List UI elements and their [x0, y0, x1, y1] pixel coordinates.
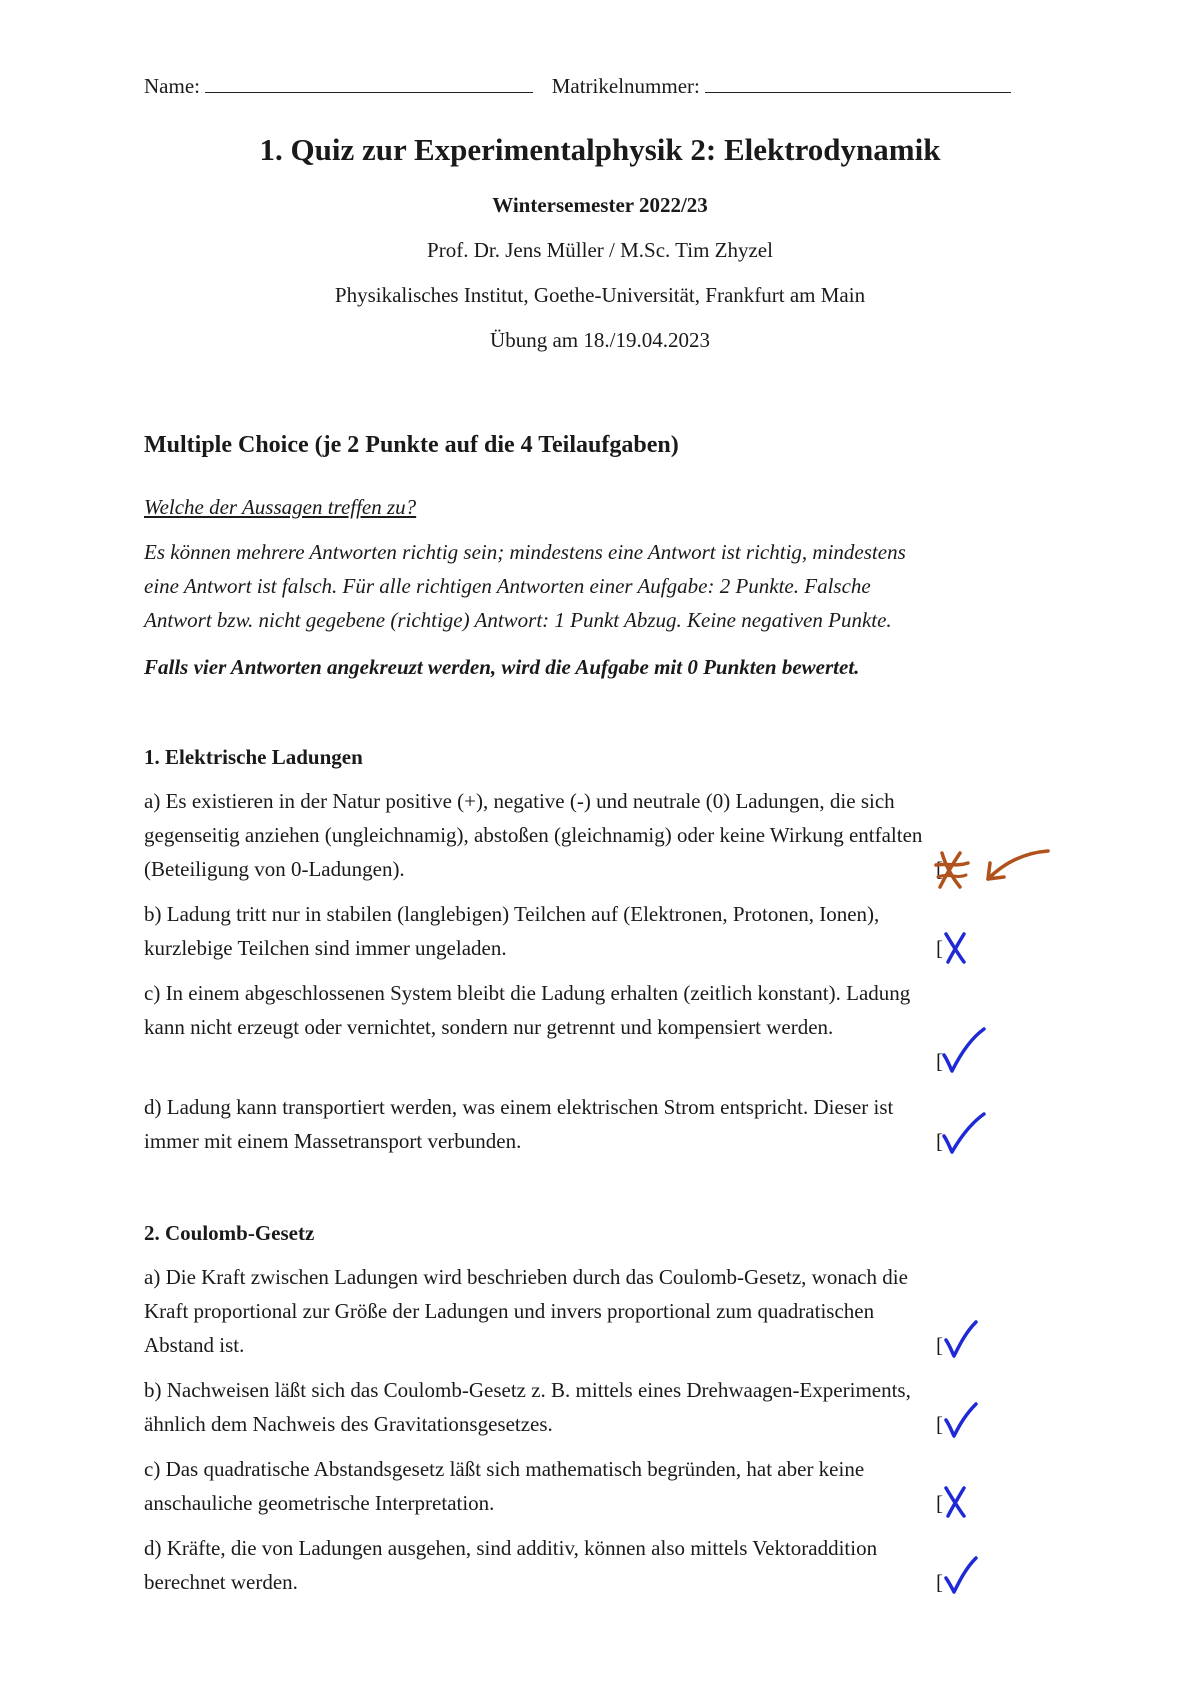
section-heading-1: 1. Elektrische Ladungen — [144, 745, 363, 769]
answer-box-1b[interactable]: [ — [936, 936, 943, 960]
check-mark-icon — [942, 1400, 982, 1440]
question-1c — [144, 976, 1064, 1044]
check-mark-icon — [942, 1318, 982, 1360]
instruction-line: Antwort bzw. nicht gegebene (richtige) Antwort: 1 Punkt Abzug. Keine negativen Punkte. — [144, 608, 892, 632]
question-line: Abstand ist. — [144, 1333, 245, 1357]
semester: Wintersemester 2022/23 — [492, 193, 708, 217]
question-line: b) Nachweisen läßt sich das Coulomb-Gesetz z. B. mittels eines Drehwaagen-Experiments, — [144, 1378, 911, 1402]
question-line: d) Ladung kann transportiert werden, was einem elektrischen Strom entspricht. Dieser ist — [144, 1095, 894, 1119]
question-line: a) Es existieren in der Natur positive (+), negative (-) und neutrale (0) Ladungen, die sich — [144, 789, 895, 813]
question-1a — [144, 784, 1064, 886]
matrikel-label: Matrikelnummer: — [551, 74, 700, 98]
page-title: 1. Quiz zur Experimentalphysik 2: Elektrodynamik — [259, 132, 941, 167]
answer-box-2a[interactable]: [ — [936, 1333, 943, 1357]
question-1d — [144, 1090, 1064, 1158]
question-line: anschauliche geometrische Interpretation. — [144, 1491, 495, 1515]
question-line: (Beteiligung von 0-Ladungen). — [144, 857, 405, 881]
question-prompt: Welche der Aussagen treffen zu? — [144, 495, 417, 519]
cross-mark-icon — [942, 930, 972, 966]
instruction-line: eine Antwort ist falsch. Für alle richtigen Antworten einer Aufgabe: 2 Punkte. Falsche — [144, 574, 871, 598]
name-label: Name: — [144, 74, 200, 98]
student-header — [144, 68, 1064, 103]
question-line: kann nicht erzeugt oder vernichtet, sondern nur getrennt und kompensiert werden. — [144, 1015, 834, 1039]
question-line: c) Das quadratische Abstandsgesetz läßt sich mathematisch begründen, hat aber keine — [144, 1457, 865, 1481]
question-2c — [144, 1452, 1064, 1520]
question-2d — [144, 1531, 1064, 1599]
check-mark-icon — [942, 1554, 982, 1596]
instruction-line: Es können mehrere Antworten richtig sein; mindestens eine Antwort ist richtig, mindestens — [144, 540, 906, 564]
matrikel-field[interactable] — [705, 68, 1011, 93]
strike-icon — [936, 863, 968, 865]
crossed-out-mark-1a — [930, 845, 1060, 895]
question-line: a) Die Kraft zwischen Ladungen wird beschrieben durch das Coulomb-Gesetz, wonach die — [144, 1265, 908, 1289]
cross-mark-icon — [942, 1484, 972, 1520]
question-1b — [144, 897, 1064, 965]
check-mark-icon — [940, 1110, 990, 1156]
arrow-shaft-icon — [988, 851, 1048, 879]
warning-text: Falls vier Antworten angekreuzt werden, wird die Aufgabe mit 0 Punkten bewertet. — [144, 655, 860, 679]
question-2b — [144, 1373, 1064, 1441]
name-field[interactable] — [205, 68, 533, 93]
answer-box-2c[interactable]: [ — [936, 1491, 943, 1515]
exercise-date: Übung am 18./19.04.2023 — [490, 328, 710, 352]
question-2a — [144, 1260, 1064, 1362]
check-mark-icon — [940, 1025, 990, 1075]
instructions — [144, 535, 1064, 637]
answer-box-1d[interactable]: [ — [936, 1129, 943, 1153]
question-line: Kraft proportional zur Größe der Ladungen und invers proportional zum quadratischen — [144, 1299, 875, 1323]
answer-box-2b[interactable]: [ — [936, 1412, 943, 1436]
question-line: d) Kräfte, die von Ladungen ausgehen, sind additiv, können also mittels Vektoraddition — [144, 1536, 878, 1560]
question-line: b) Ladung tritt nur in stabilen (langlebigen) Teilchen auf (Elektronen, Protonen, Ionen), — [144, 902, 880, 926]
answer-box-1a[interactable]: [ — [936, 857, 943, 881]
answer-box-2d[interactable]: [ — [936, 1570, 943, 1594]
question-line: immer mit einem Massetransport verbunden. — [144, 1129, 522, 1153]
answer-box-1c[interactable]: [ — [936, 1049, 943, 1073]
question-line: ähnlich dem Nachweis des Gravitationsgesetzes. — [144, 1412, 553, 1436]
question-line: berechnet werden. — [144, 1570, 298, 1594]
institute: Physikalisches Institut, Goethe-Universität, Frankfurt am Main — [334, 283, 866, 307]
section-heading-2: 2. Coulomb-Gesetz — [144, 1221, 315, 1245]
mc-heading: Multiple Choice (je 2 Punkte auf die 4 Teilaufgaben) — [144, 432, 679, 458]
question-line: c) In einem abgeschlossenen System bleibt die Ladung erhalten (zeitlich konstant). Ladung — [144, 981, 911, 1005]
strike-icon — [938, 875, 966, 877]
question-line: gegenseitig anziehen (ungleichnamig), abstoßen (gleichnamig) oder keine Wirkung entfalten — [144, 823, 923, 847]
authors: Prof. Dr. Jens Müller / M.Sc. Tim Zhyzel — [427, 238, 773, 262]
question-line: kurzlebige Teilchen sind immer ungeladen. — [144, 936, 507, 960]
